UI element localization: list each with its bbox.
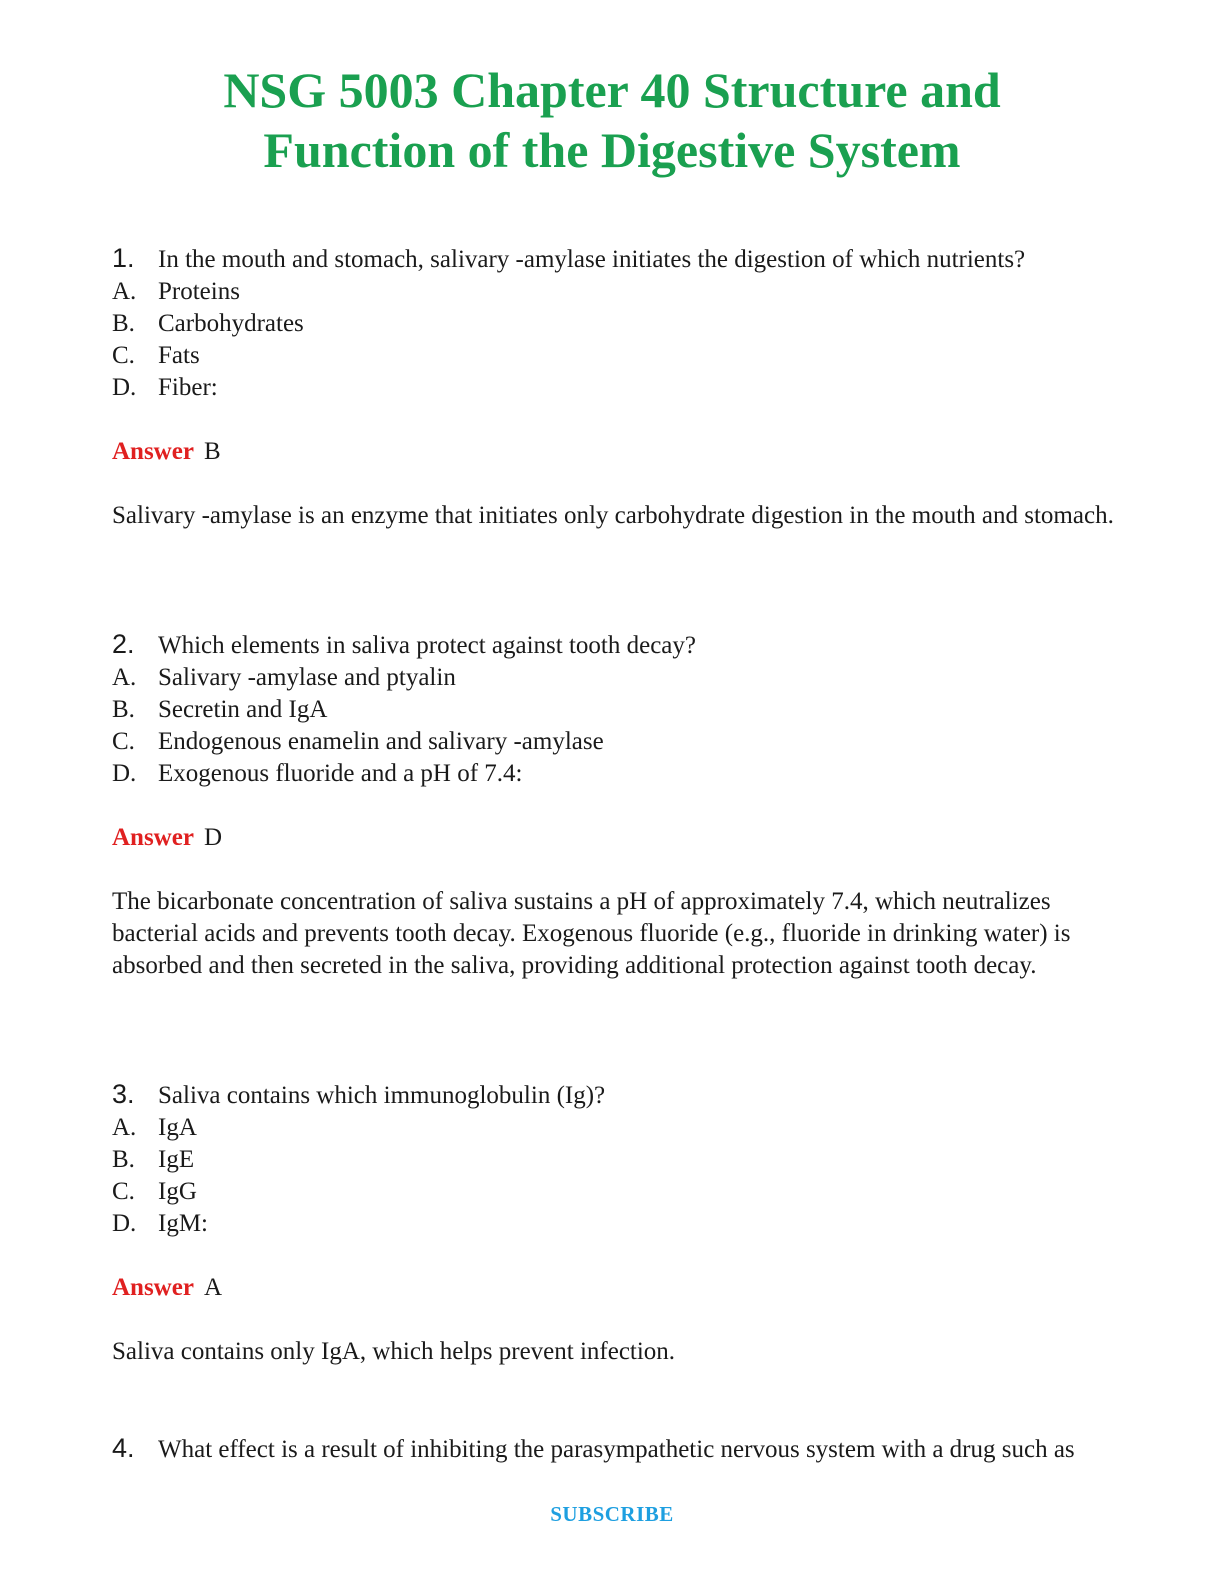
option-letter: D. [112,374,137,401]
answer-rationale: Saliva contains only IgA, which helps prevent infection. [112,1338,676,1365]
answer-value: D [203,824,222,851]
option-b [112,1144,1122,1176]
option-a [112,276,1122,308]
option-text: Fiber: [158,374,218,401]
option-c [112,1176,1122,1208]
option-letter: D. [112,1210,137,1237]
option-b [112,694,1122,726]
option-b [112,308,1122,340]
option-text: Proteins [158,278,240,305]
option-d [112,1208,1122,1240]
option-text: IgE [158,1146,195,1173]
question-number: 3. [112,1079,135,1109]
answer-rationale: Salivary -amylase is an enzyme that initiates only carbohydrate digestion in the mouth and stomach. [112,502,1114,529]
question-stem [112,242,1122,276]
option-a [112,1112,1122,1144]
option-letter: B. [112,310,135,337]
option-text: Salivary -amylase and ptyalin [158,664,456,691]
answer-label: Answer [112,438,194,465]
option-text: Endogenous enamelin and salivary -amylase [158,728,604,755]
answer-line [112,822,1122,854]
question-stem [112,1432,1122,1466]
question-number: 4. [112,1433,135,1463]
option-letter: B. [112,1146,135,1173]
page-title-line-1: NSG 5003 Chapter 40 Structure and [223,62,1001,118]
page-title-line-2: Function of the Digestive System [263,122,961,178]
answer-value: B [203,438,221,465]
question-text: Which elements in saliva protect against tooth decay? [158,632,697,659]
option-text: Fats [158,342,200,369]
page-title [0,60,1224,180]
answer-label: Answer [112,824,194,851]
question-4 [112,1432,1122,1466]
option-text: Exogenous fluoride and a pH of 7.4: [158,760,523,787]
option-letter: A. [112,664,137,691]
option-text: Secretin and IgA [158,696,328,723]
question-number: 1. [112,243,135,273]
option-list [112,276,1122,404]
question-stem [112,1078,1122,1112]
option-d [112,758,1122,790]
question-2 [112,628,1122,982]
option-text: IgG [158,1178,197,1205]
option-text: IgA [158,1114,197,1141]
option-letter: B. [112,696,135,723]
option-letter: A. [112,278,137,305]
option-c [112,340,1122,372]
question-text: Saliva contains which immunoglobulin (Ig)? [158,1082,606,1109]
option-c [112,726,1122,758]
answer-line [112,1272,1122,1304]
option-letter: A. [112,1114,137,1141]
question-number: 2. [112,629,135,659]
option-letter: C. [112,1178,135,1205]
question-1 [112,242,1122,532]
question-text: What effect is a result of inhibiting the parasympathetic nervous system with a drug such as [158,1436,1075,1463]
option-letter: C. [112,728,135,755]
subscribe-link[interactable]: SUBSCRIBE [550,1502,674,1526]
question-3 [112,1078,1122,1368]
answer-line [112,436,1122,468]
option-text: IgM: [158,1210,208,1237]
answer-rationale: The bicarbonate concentration of saliva sustains a pH of approximately 7.4, which neutralizes bacterial acids and prevents tooth decay. Exogenous fluoride (e.g., fluoride in drinking water) is absorbed and then secreted in the saliva, providing additional protection against tooth decay. [112,888,1071,979]
option-letter: C. [112,342,135,369]
option-list [112,662,1122,790]
option-a [112,662,1122,694]
answer-label: Answer [112,1274,194,1301]
question-text: In the mouth and stomach, salivary -amylase initiates the digestion of which nutrients? [158,246,1026,273]
question-stem [112,628,1122,662]
option-list [112,1112,1122,1240]
option-letter: D. [112,760,137,787]
option-text: Carbohydrates [158,310,304,337]
option-d [112,372,1122,404]
answer-value: A [203,1274,222,1301]
